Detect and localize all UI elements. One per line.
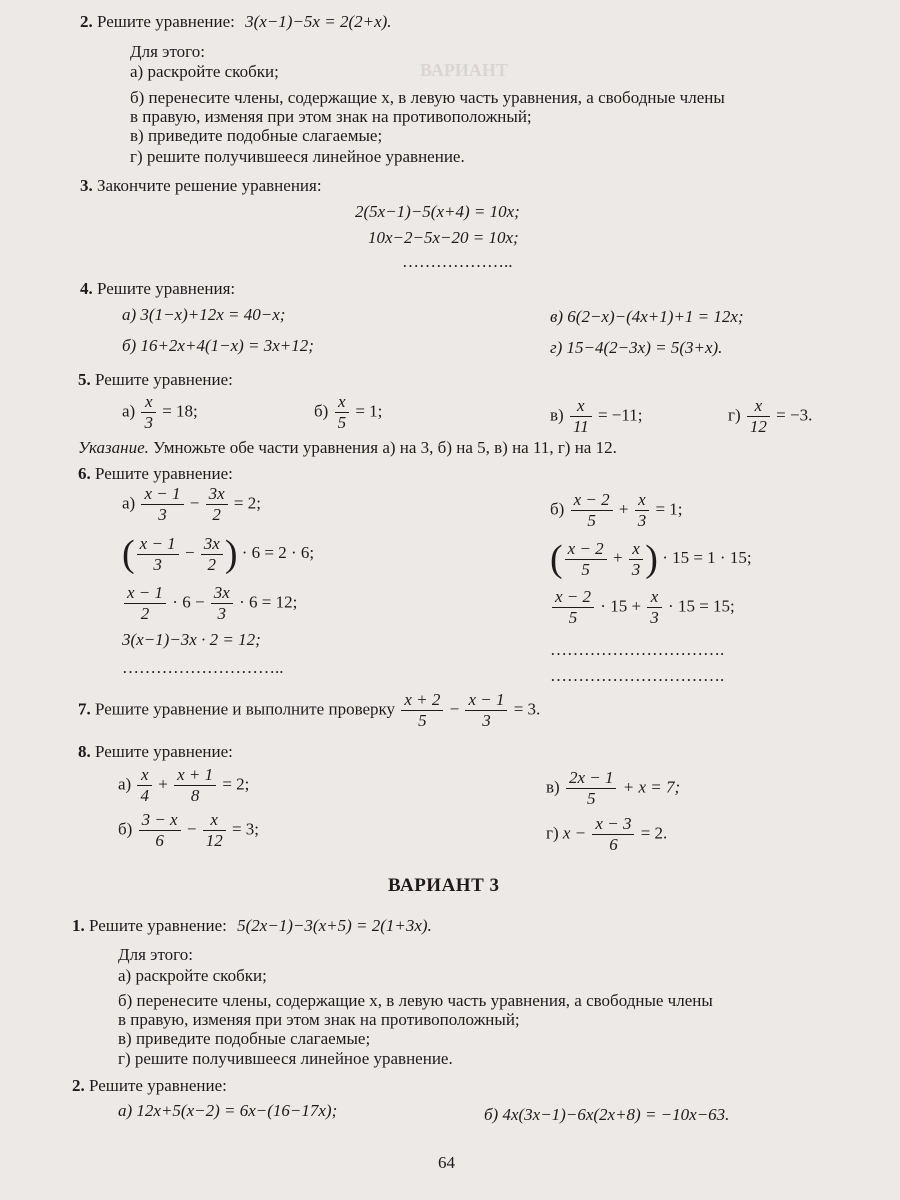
task-8-item-b: б) $\frac{3 - x}{6}$ − $\frac{x}{12}$ = 3; (118, 810, 259, 850)
task-7-statement: 7. Решите уравнение и выполните проверку $\frac{x + 2}{5}$ − $\frac{x - 1}{3}$ = 3. (78, 690, 541, 730)
task-3-statement (80, 176, 322, 196)
task-6b-line-5: …………………………. (550, 666, 725, 685)
task-8-text: Решите уравнение: (95, 742, 233, 761)
v3-task-2-text: Решите уравнение: (89, 1076, 227, 1095)
task-6-statement (78, 464, 233, 484)
task-5-a-label: а) (122, 401, 136, 421)
task-6a-line-4: 3(x−1)−3x · 2 = 12; (122, 630, 261, 649)
task-5-item-b (314, 392, 382, 433)
task-5-hint-label: Указание. (78, 438, 149, 457)
task-4-item-a: а) 3(1−x)+12x = 40−x; (122, 305, 286, 324)
task-5-statement (78, 370, 233, 390)
task-5-a-fraction: $\frac{x}{3}$ (141, 392, 156, 433)
task-6b-label: б) (550, 499, 565, 519)
task-5-a-rest: = 18; (162, 401, 198, 421)
task-5-b-fraction: $\frac{x}{5}$ (335, 392, 350, 433)
v3-task-2-statement (72, 1076, 227, 1096)
task-2-text: Решите уравнение: (97, 12, 235, 31)
task-6b-line-4: …………………………. (550, 640, 725, 659)
v3-task-1-step-d: г) решите получившееся линейное уравнение. (118, 1049, 453, 1068)
task-5-item-a (122, 392, 198, 433)
v3-task-1-step-b: б) перенесите члены, содержащие x, в левую часть уравнения, а свободные члены (118, 991, 713, 1010)
task-4-text: Решите уравнения: (97, 279, 236, 298)
task-2-intro: Для этого: (130, 42, 205, 61)
v3-task-1-number: 1. (72, 916, 85, 935)
task-4-number: 4. (80, 279, 93, 298)
task-2-step-b-cont: в правую, изменяя при этом знак на противоположный; (130, 107, 532, 126)
task-5-g-rest: = −3. (776, 405, 813, 425)
task-6b-line-2: ( $\frac{x - 2}{5}$ + $\frac{x}{3}$ ) · 15 = 1 · 15; (550, 538, 752, 580)
task-6b-line-1: б) $\frac{x - 2}{5}$ + $\frac{x}{3}$ = 1; (550, 490, 683, 530)
task-5-g-label: г) (728, 405, 741, 425)
task-2-equation: 3(x−1)−5x = 2(2+x). (245, 12, 392, 31)
task-6b-line-3: $\frac{x - 2}{5}$ · 15 + $\frac{x}{3}$ · 15 = 15; (550, 587, 735, 628)
task-4-item-v: в) 6(2−x)−(4x+1)+1 = 12x; (550, 307, 744, 326)
task-2-number: 2. (80, 12, 93, 31)
task-4-item-b: б) 16+2x+4(1−x) = 3x+12; (122, 336, 314, 355)
v3-task-1-step-b-cont: в правую, изменяя при этом знак на противоположный; (118, 1010, 520, 1029)
v3-task-2-number: 2. (72, 1076, 85, 1095)
v3-task-2-item-b: б) 4x(3x−1)−6x(2x+8) = −10x−63. (484, 1105, 730, 1124)
task-4-item-g: г) 15−4(2−3x) = 5(3+x). (550, 338, 723, 357)
task-6-number: 6. (78, 464, 91, 483)
task-5-hint-text: Умножьте обе части уравнения а) на 3, б) на 5, в) на 11, г) на 12. (153, 438, 617, 457)
task-5-v-fraction: $\frac{x}{11}$ (570, 396, 592, 437)
bleed-through-heading: ВАРИАНТ (420, 60, 508, 80)
v3-task-1-equation: 5(2x−1)−3(x+5) = 2(1+3x). (237, 916, 432, 935)
task-5-item-v (550, 396, 642, 437)
task-2-step-b: б) перенесите члены, содержащие x, в левую часть уравнения, а свободные члены (130, 88, 725, 107)
task-2-statement (80, 12, 392, 32)
task-3-line-1: 2(5x−1)−5(x+4) = 10x; (355, 202, 520, 221)
task-6-text: Решите уравнение: (95, 464, 233, 483)
task-6a-line-2: ( $\frac{x - 1}{3}$ − $\frac{3x}{2}$ ) · 6 = 2 · 6; (122, 533, 315, 575)
task-2-step-d: г) решите получившееся линейное уравнение. (130, 147, 465, 166)
v3-task-1-text: Решите уравнение: (89, 916, 227, 935)
v3-task-1-step-a: а) раскройте скобки; (118, 966, 267, 985)
task-4-statement (80, 279, 235, 299)
task-3-text: Закончите решение уравнения: (97, 176, 322, 195)
task-5-item-g (728, 396, 812, 437)
task-8-item-g: г) x − $\frac{x - 3}{6}$ = 2. (546, 814, 668, 854)
task-6a-line-3: $\frac{x - 1}{2}$ · 6 − $\frac{3x}{3}$ · 6 = 12; (122, 583, 297, 624)
task-5-number: 5. (78, 370, 91, 389)
v3-task-1-statement (72, 916, 432, 936)
variant-3-heading: ВАРИАНТ 3 (388, 875, 500, 896)
task-5-text: Решите уравнение: (95, 370, 233, 389)
task-8-item-a: а) $\frac{x}{4}$ + $\frac{x + 1}{8}$ = 2; (118, 765, 250, 805)
v3-task-1-intro: Для этого: (118, 945, 193, 964)
task-6a-line-1: а) $\frac{x - 1}{3}$ − $\frac{3x}{2}$ = 2; (122, 484, 261, 524)
task-8-number: 8. (78, 742, 91, 761)
task-6a-line-5: ……………………….. (122, 658, 284, 677)
task-8-statement (78, 742, 233, 762)
task-2-step-a: а) раскройте скобки; (130, 62, 279, 81)
task-5-b-label: б) (314, 401, 329, 421)
task-6a-label: а) (122, 493, 136, 513)
task-3-line-3: ……………….. (402, 252, 513, 271)
task-5-v-label: в) (550, 405, 564, 425)
task-7-text: Решите уравнение и выполните проверку (95, 699, 396, 719)
task-3-number: 3. (80, 176, 93, 195)
v3-task-2-item-a: а) 12x+5(x−2) = 6x−(16−17x); (118, 1101, 338, 1120)
task-5-v-rest: = −11; (597, 405, 643, 425)
task-5-hint (78, 438, 617, 458)
task-2-step-c: в) приведите подобные слагаемые; (130, 126, 383, 145)
task-7-number: 7. (78, 699, 91, 719)
task-3-line-2: 10x−2−5x−20 = 10x; (368, 228, 519, 247)
task-5-b-rest: = 1; (355, 401, 383, 421)
page-number: 64 (438, 1153, 455, 1172)
v3-task-1-step-c: в) приведите подобные слагаемые; (118, 1029, 371, 1048)
task-8-item-v: в) $\frac{2x - 1}{5}$ + x = 7; (546, 768, 681, 808)
task-5-g-fraction: $\frac{x}{12}$ (747, 396, 770, 437)
